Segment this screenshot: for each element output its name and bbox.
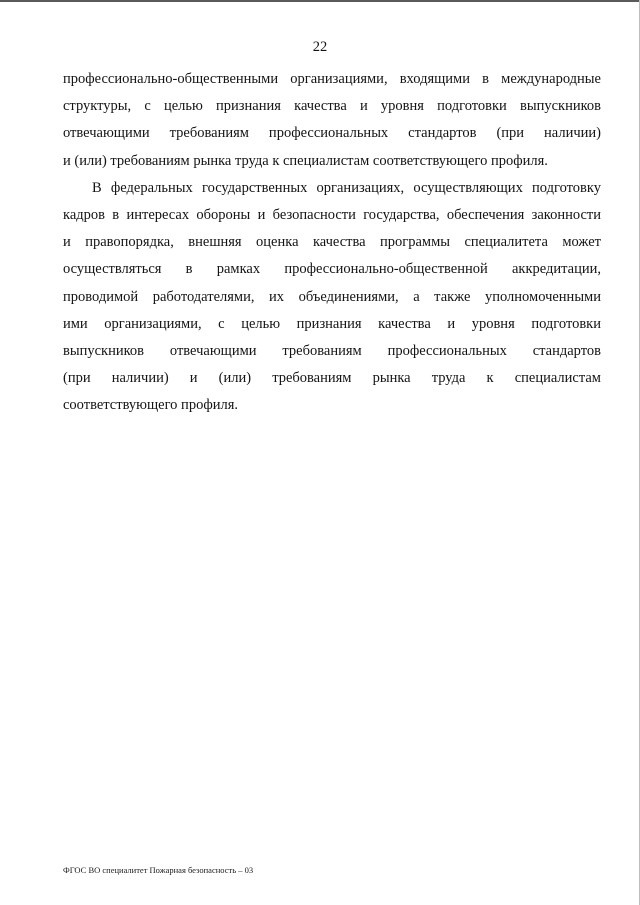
text-line: и правопорядка, внешняя оценка качества программы специалитета может bbox=[63, 234, 601, 251]
paragraph-1 bbox=[63, 66, 601, 175]
paragraph-2 bbox=[63, 175, 601, 420]
text-line: кадров в интересах обороны и безопасности государства, обеспечения законности bbox=[63, 207, 601, 224]
text-line: выпускников отвечающими требованиям профессиональных стандартов bbox=[63, 343, 601, 360]
text-line: (при наличии) и (или) требованиям рынка труда к специалистам bbox=[63, 370, 601, 387]
scan-top-edge bbox=[0, 0, 640, 2]
text-line: ими организациями, с целью признания качества и уровня подготовки bbox=[63, 315, 601, 332]
text-line: проводимой работодателями, их объединениями, а также уполномоченными bbox=[63, 288, 601, 305]
text-line: и (или) требованиям рынка труда к специалистам соответствующего профиля. bbox=[63, 152, 548, 169]
page-number: 22 bbox=[312, 39, 328, 55]
text-line: профессионально-общественными организациями, входящими в международные bbox=[63, 71, 601, 87]
text-line: осуществляться в рамках профессионально-общественной аккредитации, bbox=[63, 261, 601, 278]
text-line: В федеральных государственных организациях, осуществляющих подготовку bbox=[92, 179, 601, 196]
text-line: соответствующего профиля. bbox=[63, 397, 239, 414]
document-footer: ФГОС ВО специалитет Пожарная безопасность – 03 bbox=[63, 865, 254, 875]
text-line: отвечающими требованиям профессиональных стандартов (при наличии) bbox=[63, 125, 601, 142]
text-line: структуры, с целью признания качества и уровня подготовки выпускников bbox=[63, 98, 601, 115]
body-text bbox=[63, 66, 601, 420]
